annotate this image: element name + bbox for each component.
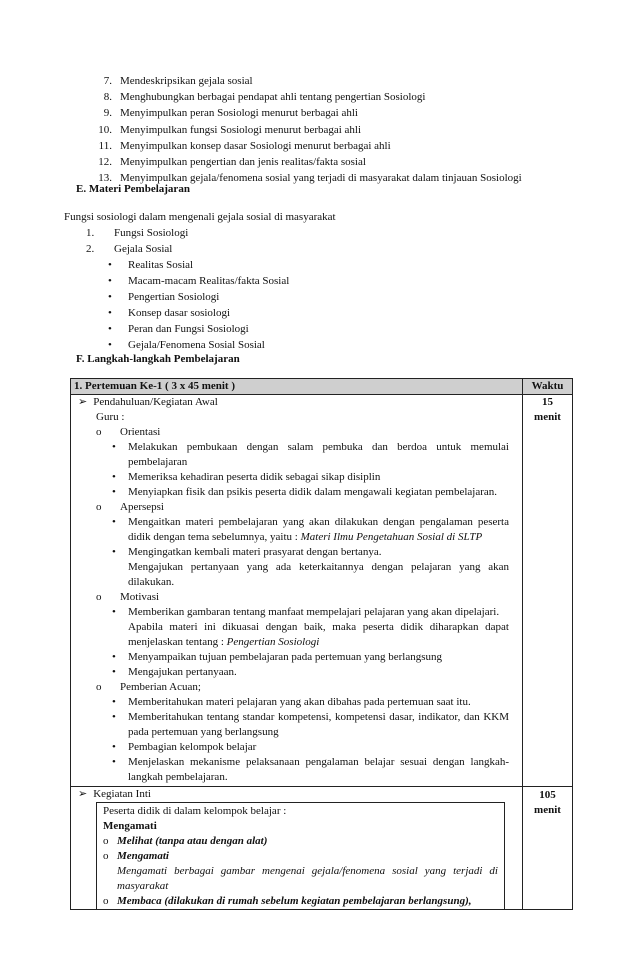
table-header-meeting: 1. Pertemuan Ke-1 ( 3 x 45 menit ) xyxy=(71,379,523,395)
box-intro: Peserta didik di dalam kelompok belajar : xyxy=(103,805,287,817)
objective-item: 13. Menyimpulkan gejala/fenomena sosial yang terjadi di masyarakat dalam tinjauan Sosiologi xyxy=(98,172,522,185)
box-item: o Membaca (dilakukan di rumah sebelum kegiatan pembelajaran berlangsung), xyxy=(103,895,472,907)
objective-item: 12. Menyimpulkan pengertian dan jenis realitas/fakta sosial xyxy=(98,155,366,168)
guru-label: Guru : xyxy=(96,411,125,423)
box-heading: Mengamati xyxy=(103,820,157,832)
orientasi-item: • Melakukan pembukaan dengan salam pembuka dan berdoa untuk memulai pembelajaran xyxy=(74,440,519,470)
list-item: 2. Gejala Sosial xyxy=(86,243,173,255)
arrow-icon: ➢ xyxy=(78,396,88,408)
pendahuluan-cell xyxy=(71,395,523,787)
list-item: • Peran dan Fungsi Sosiologi xyxy=(108,323,249,335)
objective-item: 11. Menyimpulkan konsep dasar Sosiologi menurut berbagai ahli xyxy=(98,139,391,152)
materi-numbered-list xyxy=(86,226,188,258)
list-item: • Konsep dasar sosiologi xyxy=(108,307,231,319)
apersepsi-item: • Mengingatkan kembali materi prasyarat dengan bertanya. Mengajukan pertanyaan yang ada keterkaitannya dengan pelajaran yang akan dilakukan. xyxy=(74,545,519,590)
inti-time-value: 105 xyxy=(539,789,556,801)
objective-item: 8. Menghubungkan berbagai pendapat ahli tentang pengertian Sosiologi xyxy=(103,91,426,104)
apersepsi-heading: o Apersepsi xyxy=(96,501,164,513)
inti-activity-box xyxy=(96,802,505,909)
pendahuluan-time-value: 15 xyxy=(542,396,553,408)
box-item: o Mengamati xyxy=(103,850,169,862)
orientasi-item: • Memeriksa kehadiran peserta didik sebagai sikap disiplin xyxy=(74,470,519,485)
inti-time-cell xyxy=(523,787,573,910)
orientasi-heading: o Orientasi xyxy=(96,426,161,438)
section-f-heading: F. Langkah-langkah Pembelajaran xyxy=(76,353,240,365)
pendahuluan-time-unit: menit xyxy=(534,411,561,423)
inti-cell xyxy=(71,787,523,910)
table-header-time: Waktu xyxy=(523,379,573,395)
list-item: • Macam-macam Realitas/fakta Sosial xyxy=(108,275,290,287)
motivasi-item: • Menyampaikan tujuan pembelajaran pada pertemuan yang berlangsung xyxy=(74,650,519,665)
objective-item: 10. Menyimpulkan fungsi Sosiologi menurut berbagai ahli xyxy=(98,123,362,136)
table-row-inti xyxy=(71,787,573,910)
list-item: • Realitas Sosial xyxy=(108,259,194,271)
motivasi-heading: o Motivasi xyxy=(96,591,160,603)
objective-item: 9. Menyimpulkan peran Sosiologi menurut berbagai ahli xyxy=(103,107,358,120)
materi-bullet-list xyxy=(108,258,289,354)
orientasi-item: • Menyiapkan fisik dan psikis peserta didik dalam mengawali kegiatan pembelajaran. xyxy=(74,485,519,500)
list-item: • Pengertian Sosiologi xyxy=(108,291,220,303)
acuan-item: • Pembagian kelompok belajar xyxy=(74,740,519,755)
acuan-item: • Menjelaskan mekanisme pelaksanaan pengalaman belajar sesuai dengan langkah-langkah pembelajaran. xyxy=(74,755,519,785)
table-header-row xyxy=(71,379,573,395)
pendahuluan-title: Pendahuluan/Kegiatan Awal xyxy=(93,396,218,408)
box-item-desc: Mengamati berbagai gambar mengenai gejala/fenomena sosial yang terjadi di masyarakat xyxy=(117,865,498,892)
table-row-pendahuluan xyxy=(71,395,573,787)
list-item: 1. Fungsi Sosiologi xyxy=(86,227,189,239)
inti-time-unit: menit xyxy=(534,804,561,816)
box-item: o Melihat (tanpa atau dengan alat) xyxy=(103,835,268,847)
apersepsi-item: • Mengaitkan materi pembelajaran yang akan dilakukan dengan pengalaman peserta didik dengan tema sebelumnya, yaitu : Materi Ilmu Pengetahuan Sosial di SLTP xyxy=(74,515,519,545)
arrow-icon: ➢ xyxy=(78,788,88,800)
objective-item: 7. Mendeskripsikan gejala sosial xyxy=(103,75,253,87)
acuan-item: • Memberitahukan tentang standar kompetensi, kompetensi dasar, indikator, dan KKM pada pertemuan yang berlangsung xyxy=(74,710,519,740)
acuan-heading: o Pemberian Acuan; xyxy=(96,681,201,693)
pendahuluan-time-cell xyxy=(523,395,573,787)
acuan-item: • Memberitahukan materi pelajaran yang akan dibahas pada pertemuan saat itu. xyxy=(74,695,519,710)
inti-title: Kegiatan Inti xyxy=(93,788,151,800)
section-e-heading: E. Materi Pembelajaran xyxy=(76,183,190,195)
motivasi-item: • Memberikan gambaran tentang manfaat mempelajari pelajaran yang akan dipelajari. Apabila materi ini dikuasai dengan baik, maka peserta didik diharapkan dapat menjelaskan tentang : Pengertian Sosiologi xyxy=(74,605,519,650)
motivasi-item: • Mengajukan pertanyaan. xyxy=(74,665,519,680)
objectives-list xyxy=(80,74,522,187)
materi-intro: Fungsi sosiologi dalam mengenali gejala sosial di masyarakat xyxy=(64,211,336,223)
lesson-plan-table xyxy=(70,378,573,910)
list-item: • Gejala/Fenomena Sosial Sosial xyxy=(108,339,265,351)
